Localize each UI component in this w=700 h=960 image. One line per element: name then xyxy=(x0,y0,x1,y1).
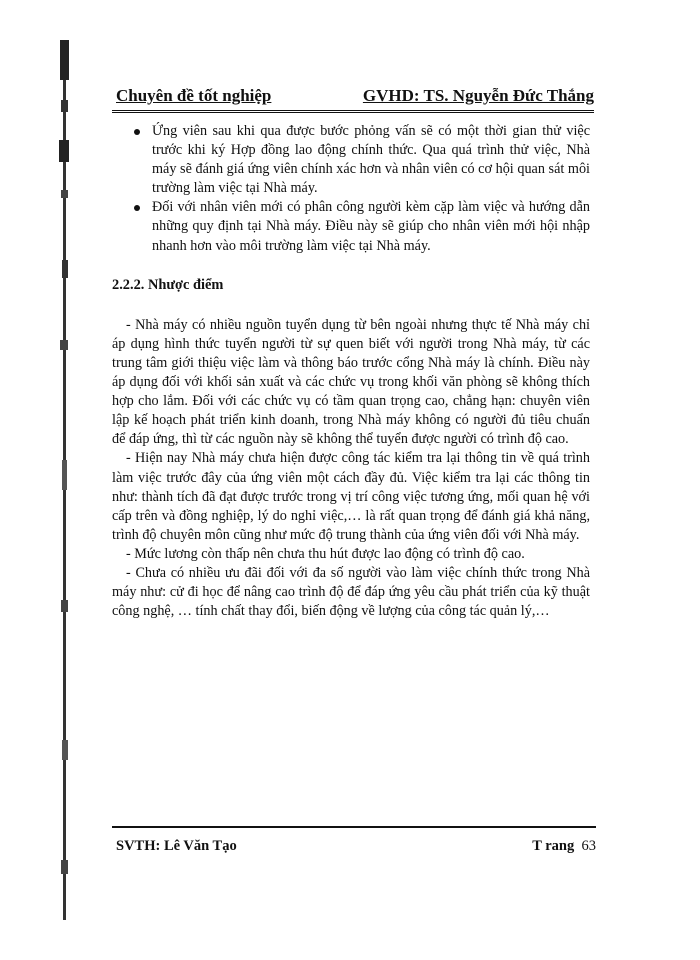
page-header xyxy=(112,82,594,113)
page-footer xyxy=(112,826,596,854)
bullet-text: Đối với nhân viên mới có phân công người kèm cặp làm việc và hướng dẫn những quy định tại Nhà máy. Điều này sẽ giúp cho nhân viên mới hội nhập nhanh hơn vào môi trường làm việc tại Nhà máy. xyxy=(152,199,590,254)
page-number-value: 63 xyxy=(581,838,596,854)
page-body xyxy=(112,122,590,621)
bullet-item xyxy=(112,198,590,255)
bullet-list xyxy=(112,122,590,256)
page-label: T rang xyxy=(532,838,575,854)
paragraph: - Mức lương còn thấp nên chưa thu hút được lao động có trình độ cao. xyxy=(126,545,525,562)
header-supervisor: GVHD: TS. Nguyễn Đức Thắng xyxy=(362,86,594,105)
bullet-icon xyxy=(134,205,140,211)
bullet-icon xyxy=(134,129,140,135)
bullet-text: Ứng viên sau khi qua được bước phỏng vấn sẽ có một thời gian thử việc trước khi ký Hợp đồng lao động chính thức. Qua quá trình thử việc, Nhà máy sẽ đánh giá ứng viên chính xác hơn và nhân viên có cơ hội quan sát môi trường làm việc tại Nhà máy. xyxy=(152,123,590,197)
footer-student: SVTH: Lê Văn Tạo xyxy=(116,838,237,854)
section-heading: 2.2.2. Nhược điểm xyxy=(112,276,224,293)
header-document-title: Chuyên đề tốt nghiệp xyxy=(116,86,272,105)
paragraph: - Chưa có nhiều ưu đãi đối với đa số người vào làm việc chính thức trong Nhà máy như: cử đi học để nâng cao trình độ để đáp ứng yêu cầu phát triển của kỹ thuật công nghệ, … tính chất thay đổi, biến động về lượng của công tác quản lý,… xyxy=(112,564,590,620)
page-number xyxy=(532,838,596,855)
bullet-item xyxy=(112,122,590,198)
scan-binding-edge xyxy=(58,40,72,920)
paragraph: - Nhà máy có nhiều nguồn tuyển dụng từ bên ngoài nhưng thực tế Nhà máy chỉ áp dụng hình thức tuyển người từ sự quen biết với người trong Nhà máy, từ các trung tâm giới thiệu việc làm và thông báo trước cổng Nhà máy là chính. Điều này áp dụng đối với khối sản xuất và các chức vụ trong khối văn phòng sẽ không thích hợp cho lắm. Đối với các chức vụ có tầm quan trọng cao, chẳng hạn: chuyên viên lập kế hoạch phát triển kinh doanh, trong Nhà máy không có người đủ tiêu chuẩn để đáp ứng, thì từ các nguồn này sẽ không thể tuyển được người có trình độ cao. xyxy=(112,316,590,448)
paragraph: - Hiện nay Nhà máy chưa hiện được công tác kiểm tra lại thông tin về quá trình làm việc trước đây của ứng viên một cách đầy đủ. Việc kiểm tra lại các thông tin như: thành tích đã đạt được trước trong vị trí công việc tương ứng, mối quan hệ với cấp trên và đồng nghiệp, lý do nghỉ việc,… là rất quan trọng để đánh giá khả năng, trình độ chuyên môn cũng như mức độ trung thành của ứng viên đối với Nhà máy. xyxy=(112,450,590,543)
